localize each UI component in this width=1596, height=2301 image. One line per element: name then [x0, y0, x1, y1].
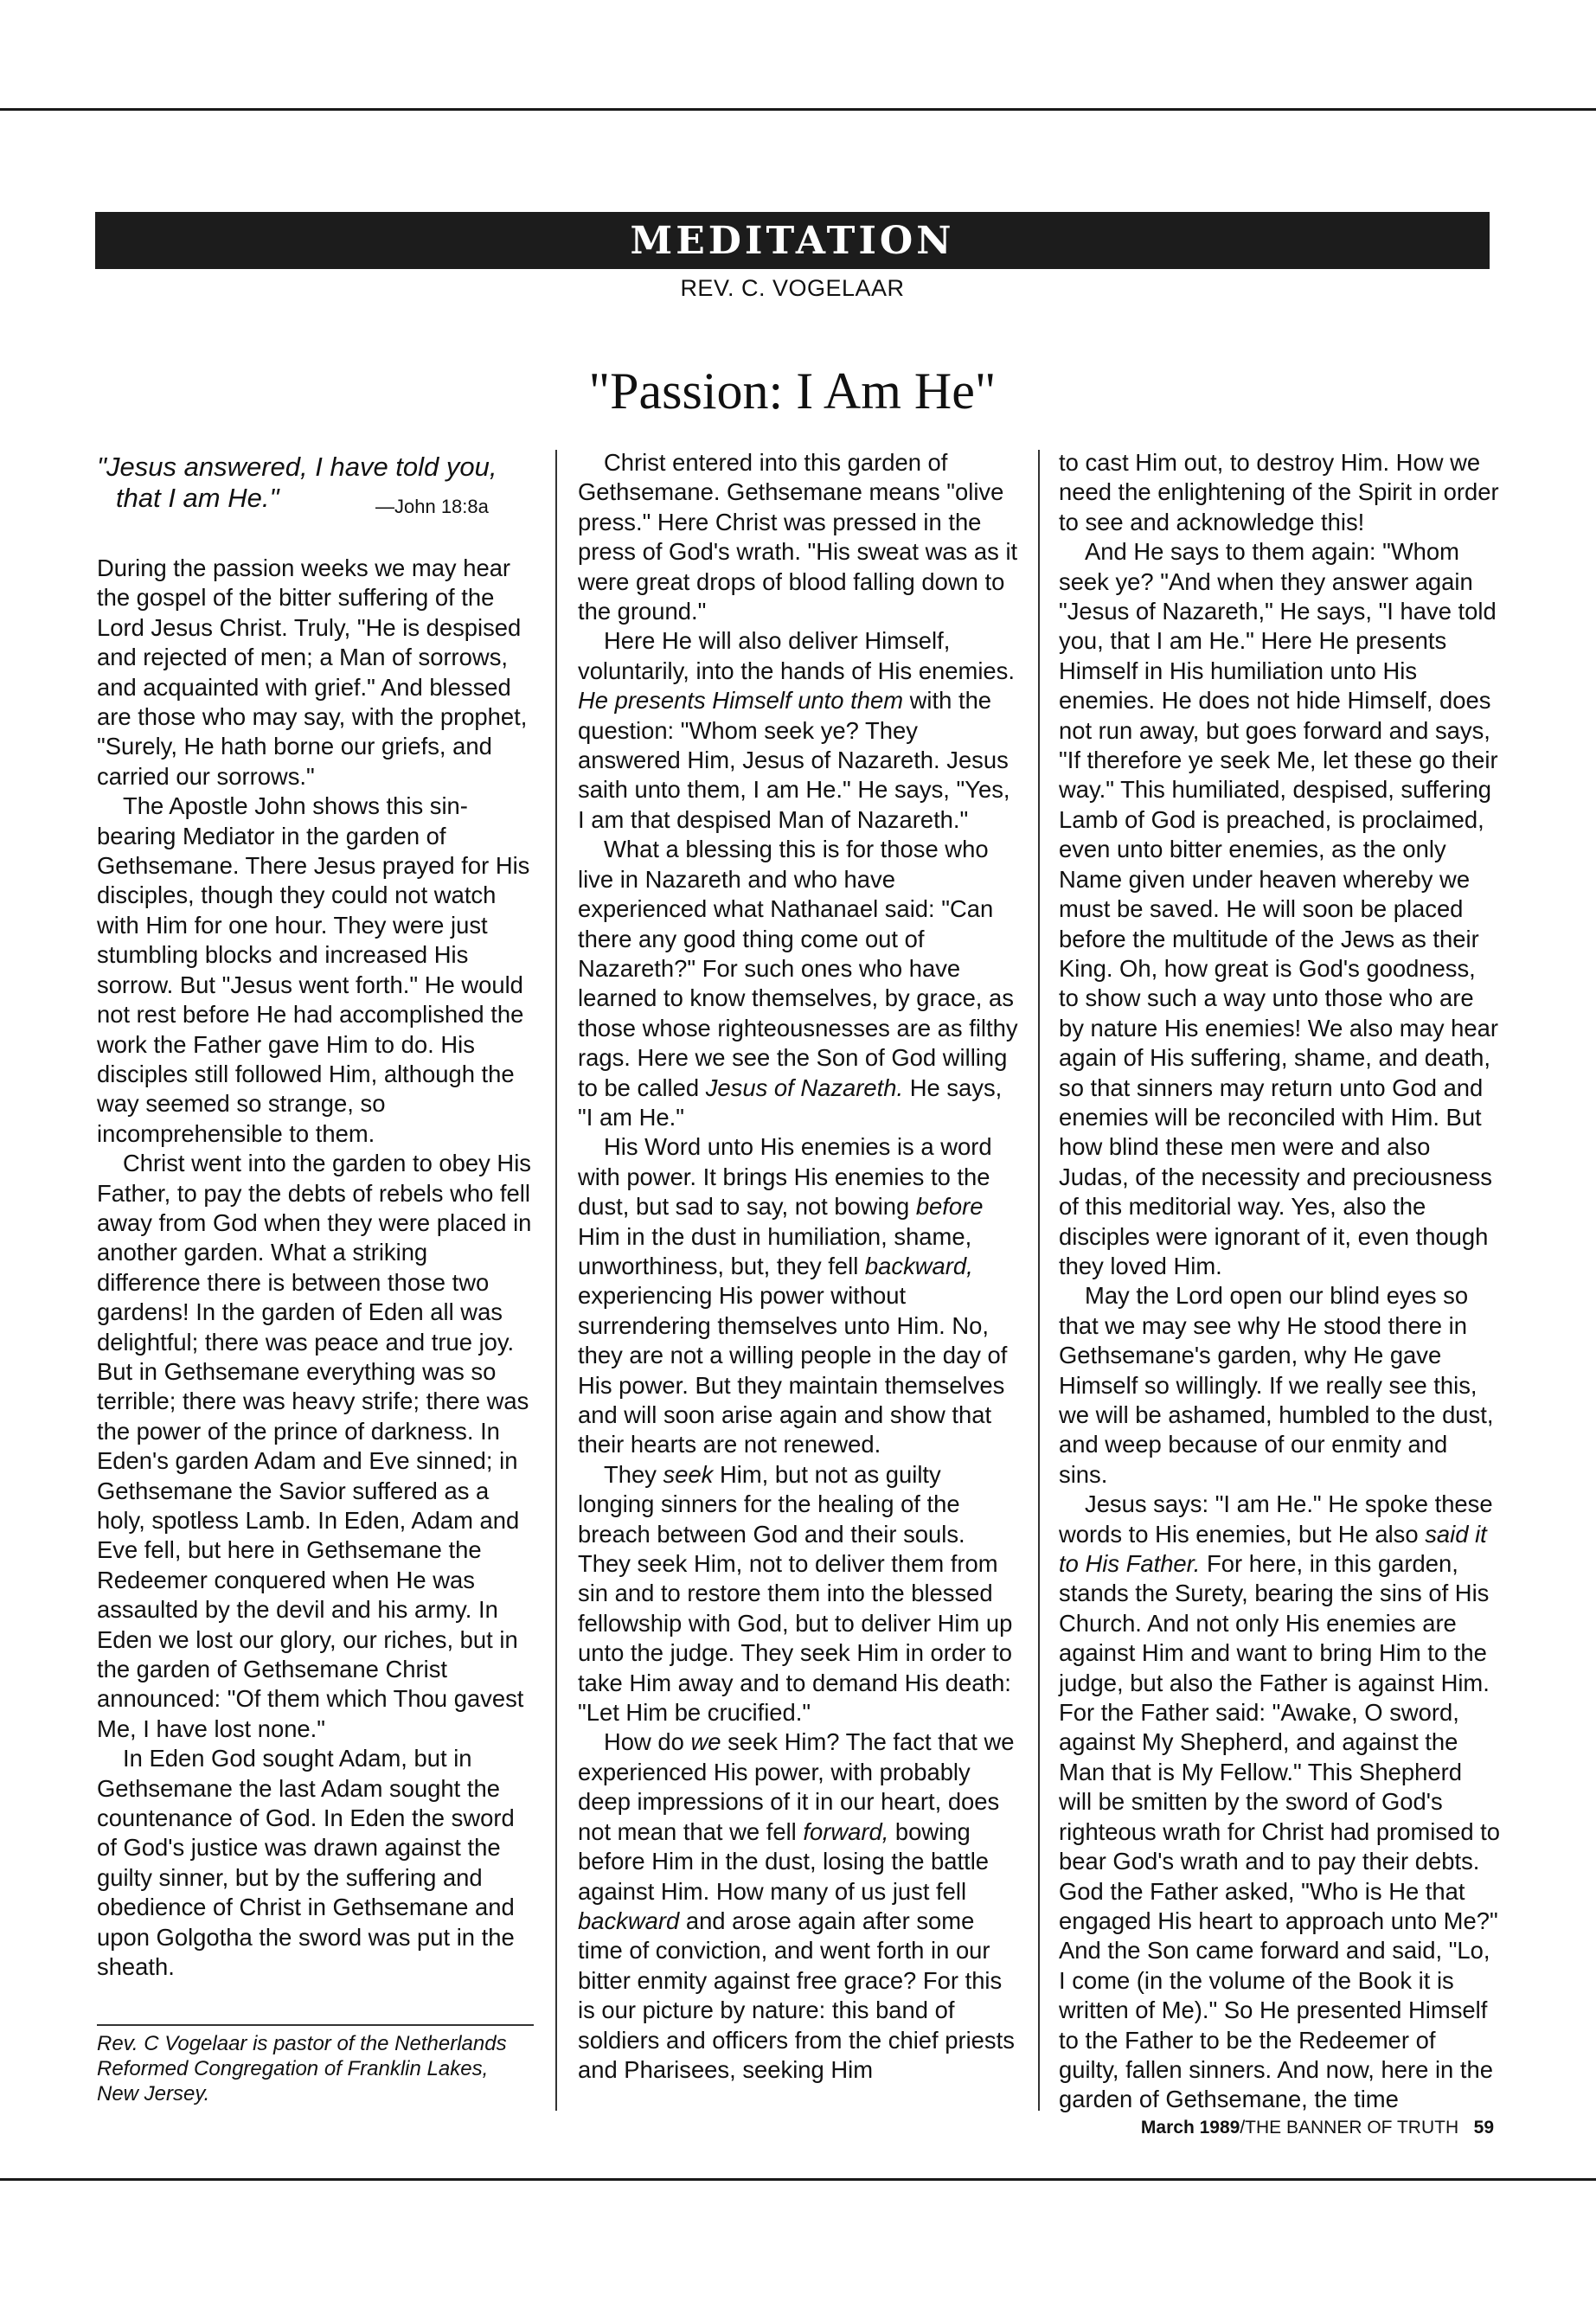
- paragraph: They seek Him, but not as guilty longing sinners for the healing of the breach between God and their souls. They seek Him, not to deliver them from sin and to restore them into the blessed fellowship with God, but to deliver Him up unto the judge. They seek Him in order to take Him away and to demand His death: "Let Him be crucified.": [578, 1460, 1013, 1727]
- footnote-rule: [97, 2024, 534, 2026]
- epigraph-line-2: that I am He.": [116, 483, 279, 513]
- top-rule: [0, 108, 1596, 111]
- paragraph: Here He will also deliver Himself, voluntarily, into the hands of His enemies. He presents Himself unto them with the question: "Whom seek ye? They answered Him, Jesus of Nazareth. Jesus saith unto them, I am He." He says, "Yes, I am that despised Man of Nazareth.": [578, 627, 1015, 833]
- paragraph: And He says to them again: "Whom seek ye? "And when they answer again "Jesus of Nazareth," He says, "I have told you, that I am He." Here He presents Himself in His humiliation unto His enemies. He does not hide Himself, does not run away, but goes forward and says, "If therefore ye seek Me, let these go their way." This humiliated, despised, suffering Lamb of God is preached, is proclaimed, even unto bitter enemies, as the only Name given under heaven whereby we must be saved. He will soon be placed before the multitude of the Jews as their King. Oh, how great is God's goodness, to show such a way unto those who are by nature His enemies! We also may hear again of His suffering, shame, and death, so that sinners may return unto God and enemies will be reconciled with Him. But how blind these men were and also Judas, of the necessity and preciousness of this meditorial way. Yes, also the disciples were ignorant of it, even though they loved Him.: [1059, 538, 1498, 1279]
- paragraph: Christ entered into this garden of Gethsemane. Gethsemane means "olive press." Here Christ was pressed in the press of God's wrath. "His sweat was as it were great drops of blood falling down to the ground.": [578, 449, 1018, 625]
- paragraph: His Word unto His enemies is a word with power. It brings His enemies to the dust, but sad to say, not bowing before Him in the dust in humiliation, shame, unworthiness, but, they fell backward, experiencing His power without surrendering themselves unto Him. No, they are not a willing people in the day of His power. But they maintain themselves and will soon arise again and show that their hearts are not renewed.: [578, 1133, 1008, 1458]
- paragraph: In Eden God sought Adam, but in Gethsemane the last Adam sought the countenance of God. In Eden the sword of God's justice was drawn against the guilty sinner, but by the suffering and obedience of Christ in Gethsemane and upon Golgotha the sword was put in the sheath.: [97, 1745, 515, 1981]
- column-1: [97, 554, 536, 1983]
- column-3: [1059, 448, 1500, 2115]
- paragraph: Jesus says: "I am He." He spoke these words to His enemies, but He also said it to His Father. For here, in this garden, stands the Surety, bearing the sins of His Church. And not only His enemies are against Him and want to bring Him to the judge, but also the Father is against Him. For the Father said: "Awake, O sword, against My Shepherd, and against the Man that is My Fellow." This Shepherd will be smitten by the sword of God's righteous wrath for Christ had promised to bear God's wrath and to pay their debts. God the Father asked, "Who is He that engaged His heart to approach unto Me?" And the Son came forward and said, "Lo, I come (in the volume of the Book it is written of Me)." So He presented Himself to the Father to be the Redeemer of guilty, fallen sinners. And now, here in the garden of Gethsemane, the time: [1059, 1490, 1501, 2113]
- issue-date: March 1989: [1140, 2118, 1240, 2138]
- author-footnote: Rev. C Vogelaar is pastor of the Netherlands Reformed Congregation of Franklin Lakes, New Jersey.: [97, 2032, 507, 2106]
- paragraph: How do we seek Him? The fact that we experienced His power, with probably deep impressions of it in our heart, does not mean that we fell forward, bowing before Him in the dust, losing the battle against Him. How many of us just fell backward and arose again after some time of conviction, and went forth in our bitter enmity against free grace? For this is our picture by nature: this band of soldiers and officers from the chief priests and Pharisees, seeking Him: [578, 1728, 1015, 2083]
- paragraph: May the Lord open our blind eyes so that we may see why He stood there in Gethsemane's garden, why He gave Himself so willingly. If we really see this, we will be ashamed, humbled to the dust, and weep because of our enmity and sins.: [1059, 1282, 1494, 1488]
- paragraph: During the passion weeks we may hear the gospel of the bitter suffering of the Lord Jesus Christ. Truly, "He is despised and rejected of men; a Man of sorrows, and acquainted with grief." And blessed are those who may say, with the prophet, "Surely, He hath borne our griefs, and carried our sorrows.": [97, 554, 528, 790]
- bottom-rule: [0, 2178, 1596, 2181]
- column-divider: [555, 450, 557, 2111]
- paragraph: The Apostle John shows this sin-bearing Mediator in the garden of Gethsemane. There Jesus prayed for His disciples, though they could not watch with Him for one hour. They were just stumbling blocks and increased His sorrow. But "Jesus went forth." He would not rest before He had accomplished the work the Father gave Him to do. His disciples still followed Him, although the way seemed so strange, so incomprehensible to them.: [97, 792, 530, 1147]
- column-divider: [1038, 450, 1040, 2111]
- paragraph: What a blessing this is for those who live in Nazareth and who have experienced what Nathanael said: "Can there any good thing come out of Nazareth?" For such ones who have learned to know themselves, by grace, as those whose righteousnesses are as filthy rags. Here we see the Son of God willing to be called Jesus of Nazareth. He says, "I am He.": [578, 836, 1018, 1131]
- section-banner: MEDITATION: [95, 212, 1490, 269]
- page-number: 59: [1473, 2118, 1494, 2138]
- publication-name: /THE BANNER OF TRUTH: [1240, 2118, 1459, 2138]
- column-2: [578, 448, 1021, 2085]
- epigraph-line-1: "Jesus answered, I have told you,: [97, 452, 497, 482]
- paragraph: Christ went into the garden to obey His Father, to pay the debts of rebels who fell away from God when they were placed in another garden. What a striking difference there is between those two gardens! In the garden of Eden all was delightful; there was peace and true joy. But in Gethsemane everything was so terrible; there was heavy strife; there was the power of the prince of darkness. In Eden's garden Adam and Eve sinned; in Gethsemane the Savior suffered as a holy, spotless Lamb. In Eden, Adam and Eve fell, but here in Gethsemane the Redeemer conquered when He was assaulted by the devil and his army. In Eden we lost our glory, our riches, but in the garden of Gethsemane Christ announced: "Of them which Thou gavest Me, I have lost none.": [97, 1150, 532, 1742]
- author-byline: REV. C. VOGELAAR: [680, 275, 905, 301]
- page-footer: [1141, 2118, 1494, 2138]
- article-title: "Passion: I Am He": [588, 362, 997, 420]
- epigraph: [97, 452, 529, 517]
- epigraph-reference: —John 18:8a: [375, 496, 489, 517]
- paragraph: to cast Him out, to destroy Him. How we need the enlightening of the Spirit in order to see and acknowledge this!: [1059, 449, 1499, 535]
